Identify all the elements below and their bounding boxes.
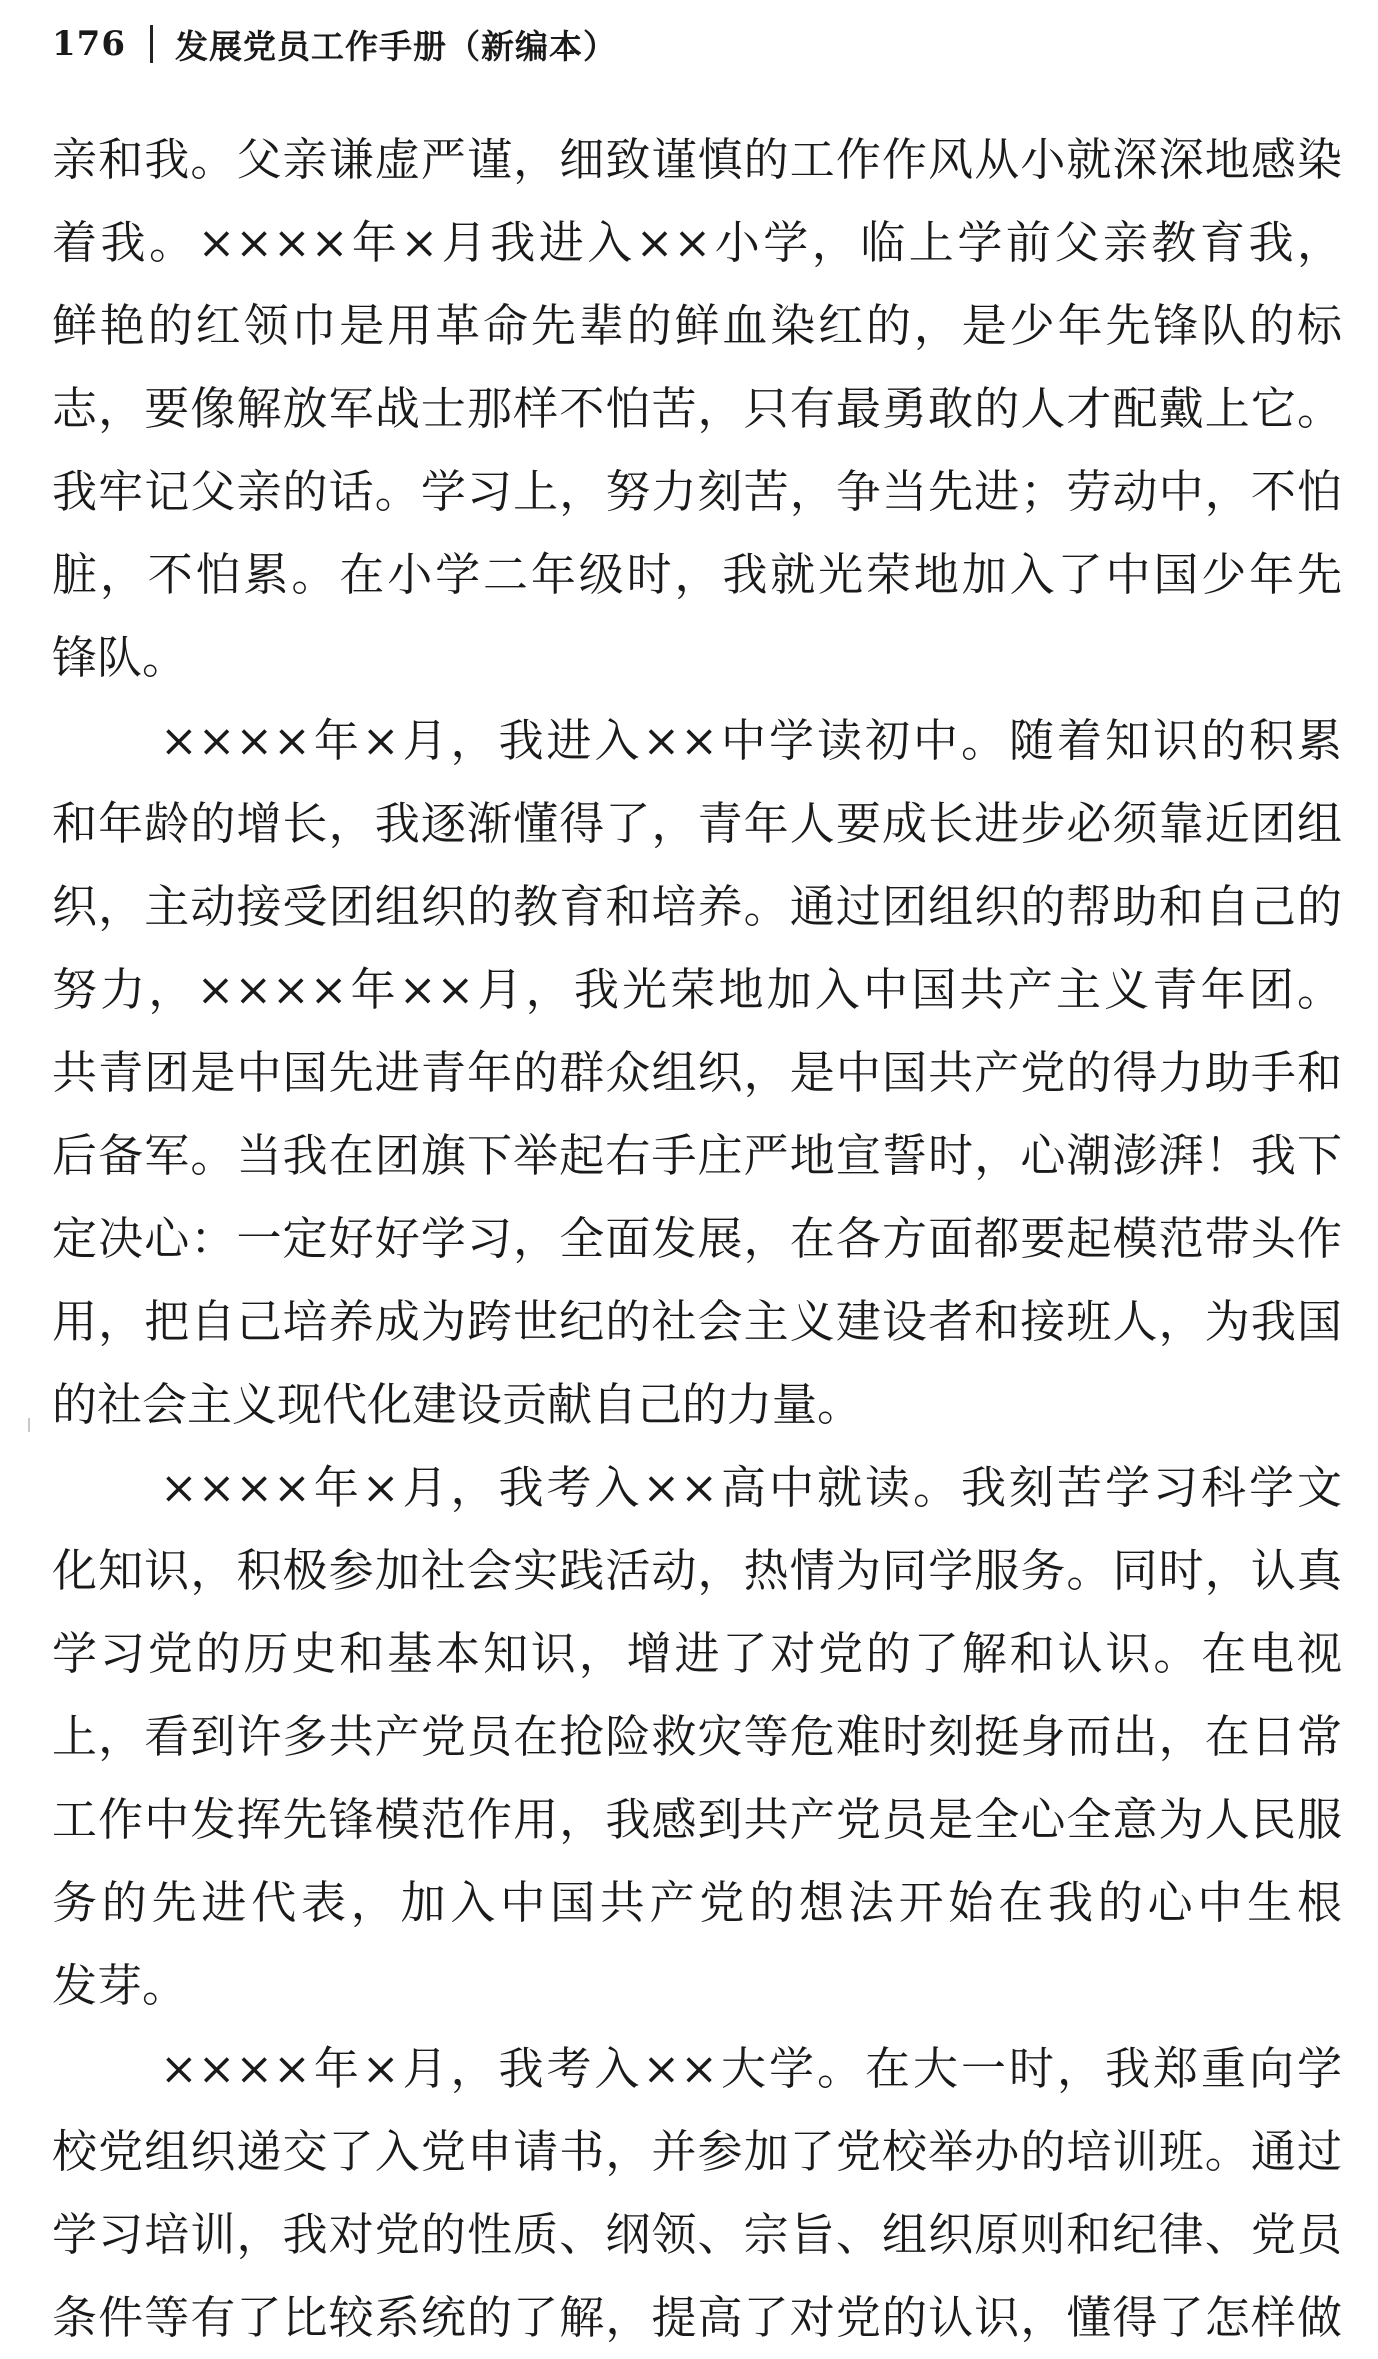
- text-line: 锋队。: [52, 631, 188, 684]
- book-title: 发展党员工作手册（新编本）: [174, 26, 617, 66]
- text-line: 后备军。当我在团旗下举起右手庄严地宣誓时，心潮澎湃！我下: [52, 1129, 1342, 1182]
- text-line: 织，主动接受团组织的教育和培养。通过团组织的帮助和自己的: [52, 880, 1342, 933]
- text-line: 化知识，积极参加社会实践活动，热情为同学服务。同时，认真: [52, 1544, 1342, 1597]
- text-line: 努力，××××年××月，我光荣地加入中国共产主义青年团。: [52, 963, 1342, 1016]
- text-line: 亲和我。父亲谦虚严谨，细致谨慎的工作作风从小就深深地感染: [52, 133, 1342, 186]
- text-line: 工作中发挥先锋模范作用，我感到共产党员是全心全意为人民服: [52, 1793, 1342, 1846]
- header-divider: [150, 25, 153, 63]
- text-line: 鲜艳的红领巾是用革命先辈的鲜血染红的，是少年先锋队的标: [52, 299, 1342, 352]
- body-text: [52, 118, 1342, 2359]
- text-line: 校党组织递交了入党申请书，并参加了党校举办的培训班。通过: [52, 2125, 1342, 2178]
- text-line: 上，看到许多共产党员在抢险救灾等危难时刻挺身而出，在日常: [52, 1710, 1342, 1763]
- text-line: 务的先进代表，加入中国共产党的想法开始在我的心中生根: [52, 1876, 1342, 1929]
- paragraph-first-line: ××××年×月，我进入××中学读初中。随着知识的积累: [160, 714, 1342, 767]
- scan-artifact: [28, 1418, 30, 1432]
- running-header: [52, 22, 617, 66]
- text-line: 和年龄的增长，我逐渐懂得了，青年人要成长进步必须靠近团组: [52, 797, 1342, 850]
- paragraph-first-line: ××××年×月，我考入××大学。在大一时，我郑重向学: [160, 2042, 1342, 2095]
- text-line: 的社会主义现代化建设贡献自己的力量。: [52, 1378, 863, 1431]
- text-line: 志，要像解放军战士那样不怕苦，只有最勇敢的人才配戴上它。: [52, 382, 1342, 435]
- text-line: 学习培训，我对党的性质、纲领、宗旨、组织原则和纪律、党员: [52, 2208, 1342, 2261]
- text-line: 共青团是中国先进青年的群众组织，是中国共产党的得力助手和: [52, 1046, 1342, 1099]
- text-line: 用，把自己培养成为跨世纪的社会主义建设者和接班人，为我国: [52, 1295, 1342, 1348]
- text-line: 定决心：一定好好学习，全面发展，在各方面都要起模范带头作: [52, 1212, 1342, 1265]
- text-line: 发芽。: [52, 1959, 188, 2012]
- paragraph-first-line: ××××年×月，我考入××高中就读。我刻苦学习科学文: [160, 1461, 1342, 1514]
- text-line: 着我。××××年×月我进入××小学，临上学前父亲教育我，: [52, 216, 1342, 269]
- text-line: 条件等有了比较系统的了解，提高了对党的认识，懂得了怎样做: [52, 2291, 1342, 2344]
- text-line: 我牢记父亲的话。学习上，努力刻苦，争当先进；劳动中，不怕: [52, 465, 1342, 518]
- text-line: 学习党的历史和基本知识，增进了对党的了解和认识。在电视: [52, 1627, 1342, 1680]
- page-number: 176: [52, 24, 126, 64]
- text-line: 脏，不怕累。在小学二年级时，我就光荣地加入了中国少年先: [52, 548, 1342, 601]
